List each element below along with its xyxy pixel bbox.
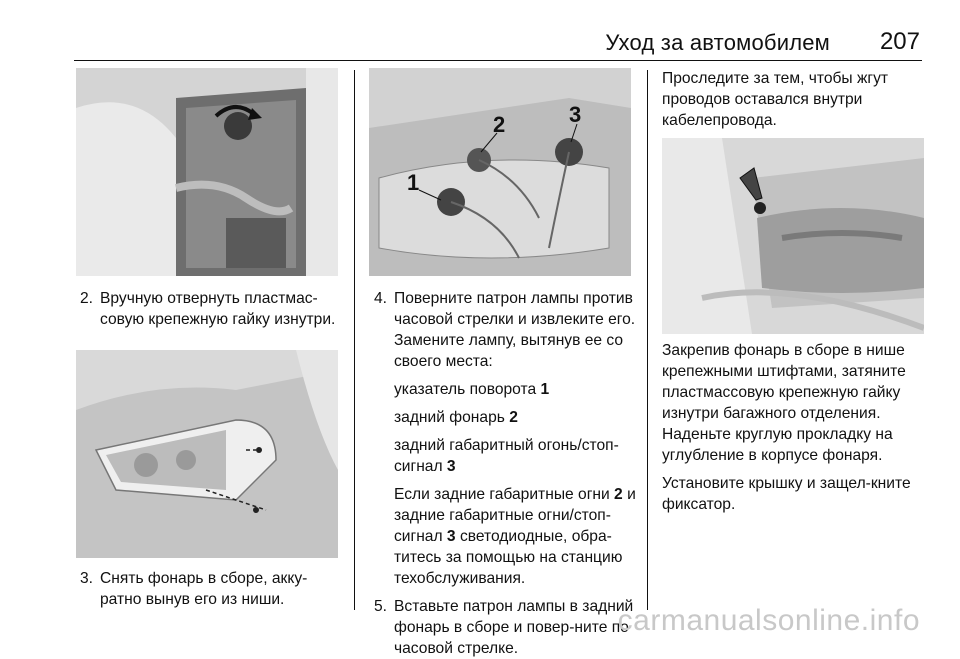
harness-note: Проследите за тем, чтобы жгут проводов оставался внутри кабелепровода. xyxy=(662,70,889,129)
install-para-2: Наденьте круглую прокладку на углубление в корпусе фонаря. xyxy=(662,426,893,464)
bulb-item-2: задний фонарь 2 xyxy=(394,409,518,426)
step-3-number: 3. xyxy=(80,570,94,587)
bulb-item-3: задний габаритный огонь/стоп-сигнал 3 xyxy=(394,437,619,475)
figure-lamp-removal-drawing xyxy=(76,350,338,558)
bulb-item-1: указатель поворота 1 xyxy=(394,381,550,398)
page-number: 207 xyxy=(879,28,920,55)
step-3 xyxy=(80,568,342,610)
step-2-number: 2. xyxy=(80,290,94,307)
header-rule xyxy=(74,60,922,61)
install-para-1: Закрепив фонарь в сборе в нише крепежными штифтами, затяните пластмассовую крепежную гайку изнутри багажного отделения. xyxy=(662,342,906,422)
step-5-number: 5. xyxy=(374,598,388,615)
figure-lamp-installation-drawing xyxy=(662,138,924,334)
step-5 xyxy=(374,596,636,659)
callout-1: 1 xyxy=(407,170,420,195)
column-divider-1 xyxy=(354,70,355,610)
callout-2: 2 xyxy=(493,112,506,137)
step-4-number: 4. xyxy=(374,290,388,307)
watermark: carmanualsonline.info xyxy=(617,604,920,637)
figure-nut-removal xyxy=(76,68,338,276)
install-para-3: Установите крышку и защел-кните фиксатор. xyxy=(662,475,911,513)
figure-bulb-sockets-drawing xyxy=(369,68,631,276)
step-4 xyxy=(374,288,636,659)
figure-lamp-installation xyxy=(662,138,924,334)
step-2-text: Вручную отвернуть пластмас-совую крепежную гайку изнутри. xyxy=(100,290,336,328)
figure-bulb-sockets xyxy=(369,68,631,276)
callout-3: 3 xyxy=(569,102,582,127)
step-4-text: Поверните патрон лампы против часовой стрелки и извлеките его. Замените лампу, вытянув ее со своего места: xyxy=(394,290,636,370)
step-2 xyxy=(80,288,342,330)
figure-lamp-removal xyxy=(76,350,338,558)
led-note: Если задние габаритные огни 2 и задние габаритные огни/стоп-сигнал 3 светодиодные, обра-титесь за помощью на станцию техобслуживания. xyxy=(394,486,636,587)
step-3-text: Снять фонарь в сборе, акку-ратно вынув его из ниши. xyxy=(100,570,308,608)
column-divider-2 xyxy=(647,70,648,610)
step-5-text: Вставьте патрон лампы в задний фонарь в сборе и повер-ните по часовой стрелке. xyxy=(394,598,634,657)
install-instructions xyxy=(662,340,928,515)
page-title: Уход за автомобилем xyxy=(605,30,830,55)
figure-nut-removal-drawing xyxy=(76,68,338,276)
